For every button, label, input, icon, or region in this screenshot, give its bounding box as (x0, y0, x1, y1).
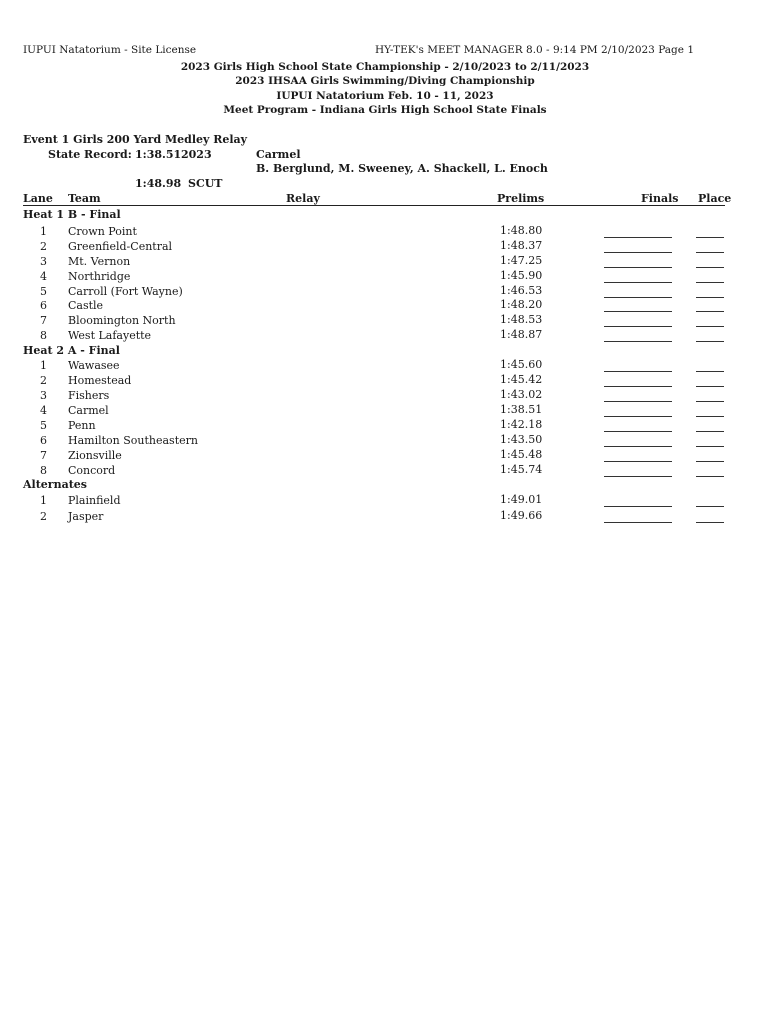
section-label: Alternates (23, 478, 87, 491)
table-row (0, 225, 770, 241)
meet-title-line: Meet Program - Indiana Girls High School State Finals (223, 103, 547, 116)
table-row (0, 374, 770, 390)
prelim-time: 1:45.42 (500, 373, 543, 386)
table-row (0, 510, 770, 526)
team-name: Crown Point (68, 225, 137, 238)
place-blank (696, 237, 724, 238)
table-row (0, 464, 770, 480)
prelim-time: 1:46.53 (500, 284, 543, 297)
place-blank (696, 476, 724, 477)
finals-blank (604, 326, 672, 327)
lane-number: 8 (40, 329, 47, 342)
column-header-rule (23, 205, 725, 206)
finals-blank (604, 311, 672, 312)
prelim-time: 1:48.87 (500, 328, 543, 341)
record-swimmers: B. Berglund, M. Sweeney, A. Shackell, L. Enoch (256, 162, 548, 175)
lane-number: 8 (40, 464, 47, 477)
prelim-time: 1:47.25 (500, 254, 543, 267)
lane-number: 7 (40, 449, 47, 462)
finals-blank (604, 476, 672, 477)
prelim-time: 1:43.50 (500, 433, 543, 446)
table-row (0, 314, 770, 330)
place-blank (696, 386, 724, 387)
place-blank (696, 401, 724, 402)
lane-number: 6 (40, 434, 47, 447)
team-name: Bloomington North (68, 314, 176, 327)
lane-number: 2 (40, 374, 47, 387)
finals-blank (604, 506, 672, 507)
cut-label: SCUT (188, 177, 223, 190)
prelim-time: 1:48.80 (500, 224, 543, 237)
finals-blank (604, 522, 672, 523)
column-header-place: Place (698, 192, 732, 205)
finals-blank (604, 341, 672, 342)
finals-blank (604, 282, 672, 283)
column-header-relay: Relay (286, 192, 320, 205)
team-name: Plainfield (68, 494, 121, 507)
lane-number: 1 (40, 359, 47, 372)
finals-blank (604, 297, 672, 298)
team-name: Castle (68, 299, 104, 312)
column-header-team: Team (68, 192, 101, 205)
team-name: Carmel (68, 404, 109, 417)
prelim-time: 1:43.02 (500, 388, 543, 401)
finals-blank (604, 416, 672, 417)
place-blank (696, 416, 724, 417)
team-name: West Lafayette (68, 329, 152, 342)
prelim-time: 1:45.60 (500, 358, 543, 371)
place-blank (696, 461, 724, 462)
meet-title-block (0, 60, 770, 117)
section-label: Heat 1 B - Final (23, 208, 121, 221)
lane-number: 7 (40, 314, 47, 327)
lane-number: 2 (40, 240, 47, 253)
place-blank (696, 267, 724, 268)
lane-number: 5 (40, 419, 47, 432)
event-title: Event 1 Girls 200 Yard Medley Relay (23, 133, 248, 146)
finals-blank (604, 267, 672, 268)
prelim-time: 1:49.66 (500, 509, 543, 522)
table-row (0, 359, 770, 375)
finals-blank (604, 237, 672, 238)
lane-number: 1 (40, 494, 47, 507)
lane-number: 3 (40, 389, 47, 402)
lane-number: 3 (40, 255, 47, 268)
record-team: Carmel (256, 148, 301, 161)
prelim-time: 1:49.01 (500, 493, 543, 506)
team-name: Homestead (68, 374, 132, 387)
place-blank (696, 297, 724, 298)
finals-blank (604, 371, 672, 372)
place-blank (696, 371, 724, 372)
prelim-time: 1:48.20 (500, 298, 543, 311)
prelim-time: 1:42.18 (500, 418, 543, 431)
table-row (0, 240, 770, 256)
meet-title-line: 2023 IHSAA Girls Swimming/Diving Championship (235, 75, 535, 88)
finals-blank (604, 461, 672, 462)
lane-number: 1 (40, 225, 47, 238)
lane-number: 6 (40, 299, 47, 312)
table-row (0, 419, 770, 435)
team-name: Zionsville (68, 449, 122, 462)
team-name: Wawasee (68, 359, 120, 372)
header-site-license: IUPUI Natatorium - Site License (23, 44, 197, 56)
team-name: Penn (68, 419, 96, 432)
column-header-prelims: Prelims (497, 192, 545, 205)
finals-blank (604, 386, 672, 387)
team-name: Mt. Vernon (68, 255, 131, 268)
prelim-time: 1:45.48 (500, 448, 543, 461)
prelim-time: 1:38.51 (500, 403, 543, 416)
table-row (0, 434, 770, 450)
column-header-finals: Finals (641, 192, 679, 205)
section-label: Heat 2 A - Final (23, 344, 120, 357)
table-row (0, 270, 770, 286)
table-row (0, 389, 770, 405)
place-blank (696, 431, 724, 432)
place-blank (696, 506, 724, 507)
prelim-time: 1:48.37 (500, 239, 543, 252)
meet-title-line: IUPUI Natatorium Feb. 10 - 11, 2023 (276, 89, 494, 102)
table-row (0, 449, 770, 465)
place-blank (696, 282, 724, 283)
lane-number: 5 (40, 285, 47, 298)
team-name: Concord (68, 464, 116, 477)
finals-blank (604, 431, 672, 432)
team-name: Carroll (Fort Wayne) (68, 285, 183, 298)
team-name: Hamilton Southeastern (68, 434, 198, 447)
finals-blank (604, 252, 672, 253)
place-blank (696, 252, 724, 253)
table-row (0, 255, 770, 271)
prelim-time: 1:48.53 (500, 313, 543, 326)
team-name: Fishers (68, 389, 110, 402)
table-row (0, 299, 770, 315)
lane-number: 2 (40, 510, 47, 523)
lane-number: 4 (40, 270, 47, 283)
meet-title-line: 2023 Girls High School State Championship - 2/10/2023 to 2/11/2023 (180, 61, 590, 73)
table-row (0, 329, 770, 345)
place-blank (696, 311, 724, 312)
place-blank (696, 341, 724, 342)
team-name: Greenfield-Central (68, 240, 173, 253)
team-name: Northridge (68, 270, 131, 283)
record-time: 1:38.51 (135, 148, 182, 161)
place-blank (696, 326, 724, 327)
finals-blank (604, 401, 672, 402)
finals-blank (604, 446, 672, 447)
prelim-time: 1:45.90 (500, 269, 543, 282)
header-software-info: HY-TEK's MEET MANAGER 8.0 - 9:14 PM 2/10/2023 Page 1 (374, 44, 694, 56)
team-name: Jasper (68, 510, 104, 523)
table-row (0, 494, 770, 510)
table-row (0, 404, 770, 420)
place-blank (696, 522, 724, 523)
record-year: 2023 (181, 148, 212, 161)
prelim-time: 1:45.74 (500, 463, 543, 476)
lane-number: 4 (40, 404, 47, 417)
record-label: State Record: (48, 148, 132, 161)
column-header-lane: Lane (23, 192, 53, 205)
cut-time: 1:48.98 (135, 177, 182, 190)
place-blank (696, 446, 724, 447)
